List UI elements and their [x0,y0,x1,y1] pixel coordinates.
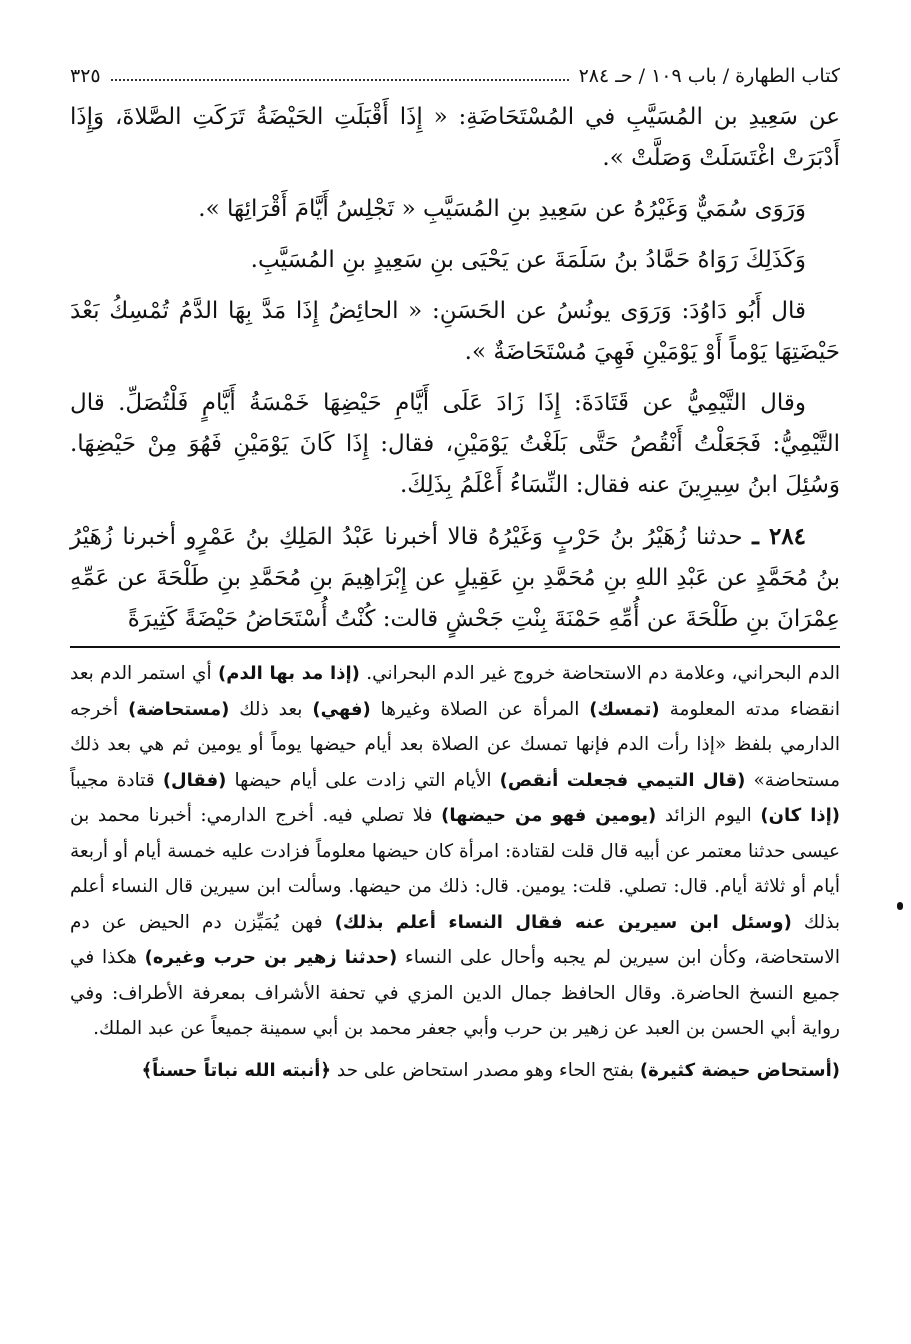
commentary-lemma: (إذا مد بها الدم) [218,663,360,684]
quran-quote: ﴿أنبته الله نباتاً حسناً﴾ [141,1059,331,1081]
commentary-text: بفتح الحاء وهو مصدر استحاض على حد [336,1059,634,1081]
commentary-text: قتادة مجيباً [70,769,155,791]
commentary-text: فهن يُمَيِّزن دم الحيض عن دم الاستحاضة، وكأن ابن سيرين لم يجبه وأحال على النساء [70,911,840,968]
main-paragraph: وَكَذَلِكَ رَوَاهُ حَمَّادُ بنُ سَلَمَةَ عن يَحْيَى بنِ سَعِيدٍ بنِ المُسَيَّبِ. [250,247,806,273]
commentary-text: بعد ذلك [239,698,303,720]
hadith-number: ٢٨٤ ـ [752,523,807,550]
commentary [70,656,840,1088]
hadith-paragraph [70,516,840,640]
commentary-lemma: (حدثنا زهير بن حرب وغيره) [144,947,398,968]
commentary-text: الأيام التي زادت على أيام حيضها [234,769,492,791]
commentary-lemma: (تمسك) [589,698,660,720]
commentary-lemma: (وسئل ابن سيرين عنه فقال النساء أعلم بذلك) [334,911,792,933]
running-title: كتاب الطهارة / باب ١٠٩ / حـ ٢٨٤ [578,65,840,87]
margin-speck [897,902,903,910]
commentary-lemma: (أستحاض حيضة كثيرة) [639,1059,840,1081]
main-paragraph: وقال التَّيْمِيُّ عن قَتَادَةَ: إِذَا زَادَ عَلَى أَيَّامِ حَيْضِهَا خَمْسَةُ أَيَّامٍ فَلْتُصَلِّ. قال التَّيْمِيُّ: فَجَعَلْتُ أَنْقُصُ حَتَّى بَلَغْتُ يَوْمَيْنِ، فقال: إِذَا كَانَ يَوْمَيْنِ فَهُوَ مِنْ حَيْضِهَا. وَسُئِلَ ابنُ سِيرِينَ عنه فقال: النِّسَاءُ أَعْلَمُ بِذَلِكَ. [70,390,840,498]
commentary-lemma: (فقال) [162,769,227,791]
commentary-paragraph [70,656,840,1047]
commentary-lemma: (مستحاضة) [128,698,230,720]
book-page [70,55,840,1305]
commentary-text: الدم البحراني، وعلامة دم الاستحاضة خروج غير الدم البحراني. [366,663,840,684]
commentary-lemma: (يومين فهو من حيضها) [441,805,657,826]
header-leader-dots [111,78,569,81]
main-paragraph: قال أَبُو دَاوُدَ: وَرَوَى يونُسُ عن الحَسَنِ: « الحائِضُ إِذَا مَدَّ بِهَا الدَّمُ تُمْسِكُ بَعْدَ حَيْضَتِهَا يَوْماً أَوْ يَوْمَيْنِ فَهِيَ مُسْتَحَاضَةٌ ». [70,298,840,365]
commentary-text: هكذا في جميع النسخ الحاضرة. وقال الحافظ جمال الدين المزي في تحفة الأشراف بمعرفة الأطراف: وفي رواية أبي الحسن بن العبد عن زهير بن حرب وأبي جعفر محمد بن أبي سمينة جميعاً عن عبد الملك. [70,947,840,1039]
commentary-lemma: (إذا كان) [760,805,841,826]
commentary-lemma: (فهي) [312,698,371,720]
commentary-text: أي استمر الدم بعد انقضاء مدته المعلومة [70,663,841,720]
commentary-text: أخرجه الدارمي بلفظ «إذا رأت الدم فإنها تمسك عن الصلاة بعد أيام حيضها يوماً أو يومين ثم هي بعد ذلك مستحاضة» [70,698,840,791]
main-paragraph: عن سَعِيدِ بن المُسَيَّبِ في المُسْتَحَاضَةِ: « إِذَا أَقْبَلَتِ الحَيْضَةُ تَرَكَتِ الصَّلاةَ، وَإِذَا أَدْبَرَتْ اغْتَسَلَتْ وَصَلَّتْ ». [70,104,840,171]
commentary-text: المرأة عن الصلاة وغيرها [380,698,580,720]
commentary-text: فلا تصلي فيه. أخرج الدارمي: أخبرنا محمد بن عيسى حدثنا معتمر عن أبيه قال قلت لقتادة: امرأة كان حيضها معلوماً فزادت عليه خمسة أيام أو أربعة أيام أو ثلاثة أيام. قال: تصلي. قلت: يومين. قال: ذلك من حيضها. وسألت ابن سيرين قال النساء أعلم بذلك [70,805,840,933]
main-paragraph: وَرَوَى سُمَيٌّ وَغَيْرُهُ عن سَعِيدِ بنِ المُسَيَّبِ « تَجْلِسُ أَيَّامَ أَقْرَائِهَا ». [198,196,806,222]
hadith-text: حدثنا زُهَيْرُ بنُ حَرْبٍ وَغَيْرُهُ قالا أخبرنا عَبْدُ المَلِكِ بنُ عَمْرٍو أخبرنا زُهَيْرُ بنُ مُحَمَّدٍ عن عَبْدِ اللهِ بنِ مُحَمَّدِ بنِ عَقِيلٍ عن إِبْرَاهِيمَ بنِ مُحَمَّدِ بنِ طَلْحَةَ عن عَمِّهِ عِمْرَانَ بنِ طَلْحَةَ عن أُمِّهِ حَمْنَةَ بِنْتِ جَحْشٍ قالت: كُنْتُ أُسْتَحَاضُ حَيْضَةً كَثِيرَةً [70,524,840,632]
page-number: ٣٢٥ [70,65,101,87]
main-text [70,97,840,640]
commentary-lemma: (قال التيمي فجعلت أنقص) [499,769,746,791]
commentary-paragraph [70,1053,840,1089]
footnote-divider [70,646,840,648]
commentary-text: اليوم الزائد [664,805,752,826]
page-header [70,55,840,87]
